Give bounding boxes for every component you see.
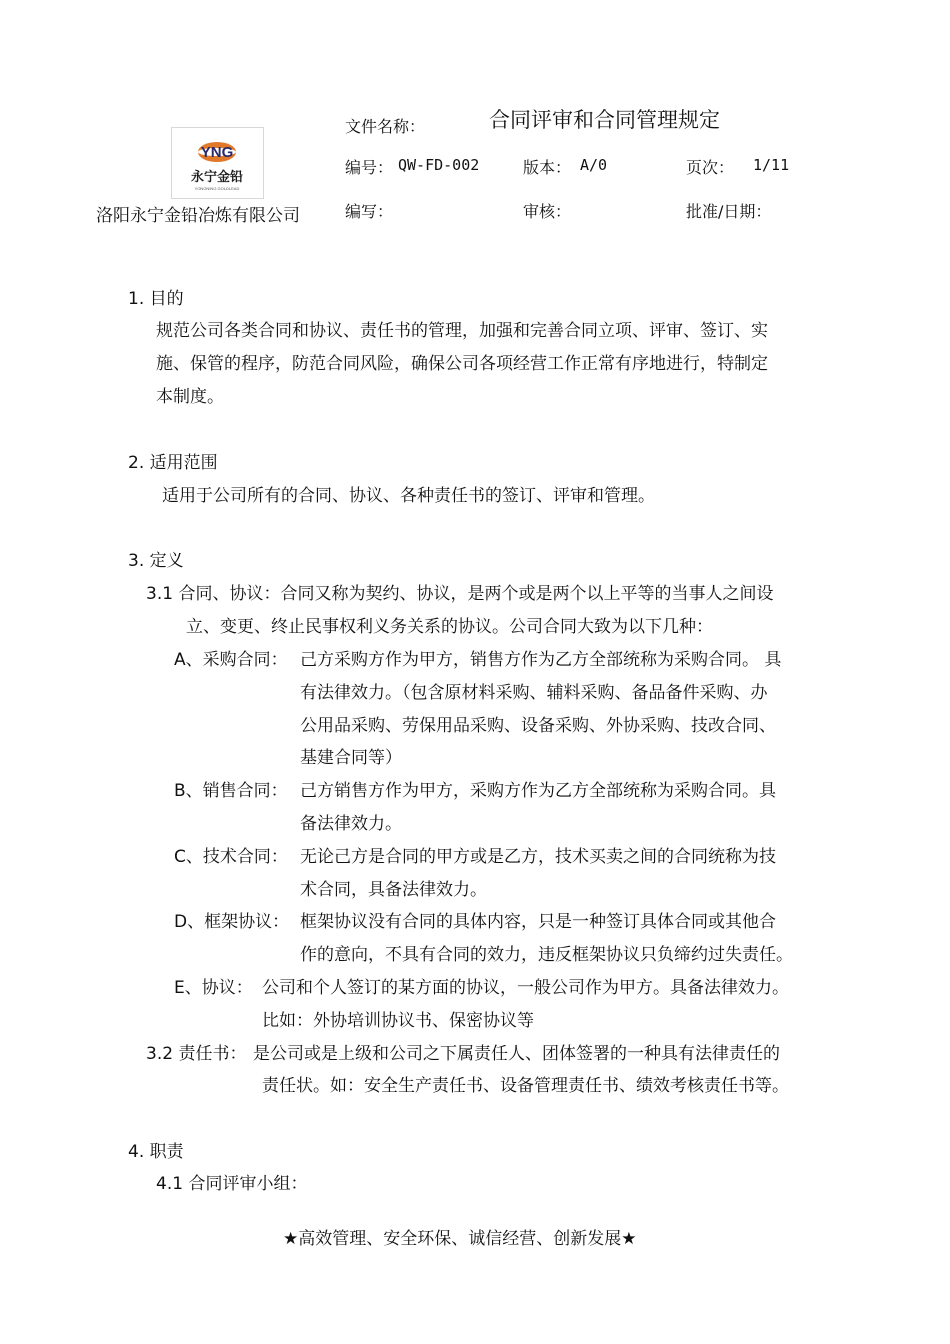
section-3-1-line: 立、变更、终止民事权利义务关系的协议。公司合同大致为以下几种： [186, 617, 713, 637]
section-4-1: 4.1 合同评审小组： [156, 1174, 308, 1194]
section-1-line: 本制度。 [156, 387, 224, 407]
page-label: 页次： [686, 158, 735, 177]
section-3-2-line: 是公司或是上级和公司之下属责任人、团体签署的一种具有法律责任的 [253, 1044, 780, 1064]
company-logo [171, 127, 264, 199]
logo-mark [172, 128, 263, 198]
item-d-line: 框架协议没有合同的具体内容，只是一种签订具体合同或其他合 [300, 912, 776, 932]
author-label: 编写： [345, 202, 394, 221]
item-b-line: 己方销售方作为甲方，采购方作为乙方全部统称为采购合同。具 [300, 781, 776, 801]
footer-slogan: ★高效管理、安全环保、诚信经营、创新发展★ [283, 1229, 637, 1249]
page-value: 1/11 [753, 156, 790, 174]
item-c-line: 术合同，具备法律效力。 [300, 880, 487, 900]
section-2-title: 2. 适用范围 [128, 453, 218, 473]
file-name-label: 文件名称： [345, 117, 426, 136]
document-title: 合同评审和合同管理规定 [489, 108, 720, 132]
item-a-label: A、采购合同： [174, 650, 288, 670]
item-e-line: 公司和个人签订的某方面的协议，一般公司作为甲方。具备法律效力。 [262, 978, 789, 998]
section-3-2-label: 3.2 责任书： [146, 1044, 247, 1064]
item-a-line: 基建合同等） [300, 748, 402, 768]
item-a-line: 公用品采购、劳保用品采购、设备采购、外协采购、技改合同、 [300, 716, 776, 736]
item-d-line: 作的意向，不具有合同的效力，违反框架协议只负缔约过失责任。 [300, 945, 793, 965]
section-3-2-line: 责任状。如：安全生产责任书、设备管理责任书、绩效考核责任书等。 [262, 1076, 789, 1096]
company-name: 洛阳永宁金铅冶炼有限公司 [96, 206, 300, 226]
item-e-label: E、协议： [174, 978, 253, 998]
code-value: QW-FD-002 [398, 156, 480, 174]
item-a-line: 己方采购方作为甲方，销售方作为乙方全部统称为采购合同。 具 [300, 650, 782, 670]
item-b-label: B、销售合同： [174, 781, 288, 801]
section-3-1-line: 3.1 合同、协议：合同又称为契约、协议，是两个或是两个以上平等的当事人之间设 [146, 584, 774, 604]
section-2-line: 适用于公司所有的合同、协议、各种责任书的签订、评审和管理。 [162, 486, 655, 506]
item-c-line: 无论己方是合同的甲方或是乙方，技术买卖之间的合同统称为技 [300, 847, 776, 867]
item-c-label: C、技术合同： [174, 847, 288, 867]
item-b-line: 备法律效力。 [300, 814, 402, 834]
version-label: 版本： [523, 158, 572, 177]
section-4-title: 4. 职责 [128, 1142, 184, 1162]
section-1-line: 规范公司各类合同和协议、责任书的管理，加强和完善合同立项、评审、签订、实 [156, 321, 768, 341]
approve-label: 批准/日期： [686, 202, 772, 221]
section-1-title: 1. 目的 [128, 289, 184, 309]
logo-en: YONGNING GOLDLEAD [194, 186, 240, 191]
code-label: 编号： [345, 158, 394, 177]
item-d-label: D、框架协议： [174, 912, 290, 932]
item-a-line: 有法律效力。（包含原材料采购、辅料采购、备品备件采购、办 [300, 683, 768, 703]
review-label: 审核： [523, 202, 572, 221]
logo-cn: 永宁金铅 [190, 170, 244, 185]
version-value: A/0 [580, 156, 608, 174]
section-3-title: 3. 定义 [128, 551, 184, 571]
item-e-line: 比如：外协培训协议书、保密协议等 [262, 1011, 534, 1031]
section-1-line: 施、保管的程序，防范合同风险，确保公司各项经营工作正常有序地进行，特制定 [156, 354, 768, 374]
logo-text: YNG [200, 144, 234, 161]
